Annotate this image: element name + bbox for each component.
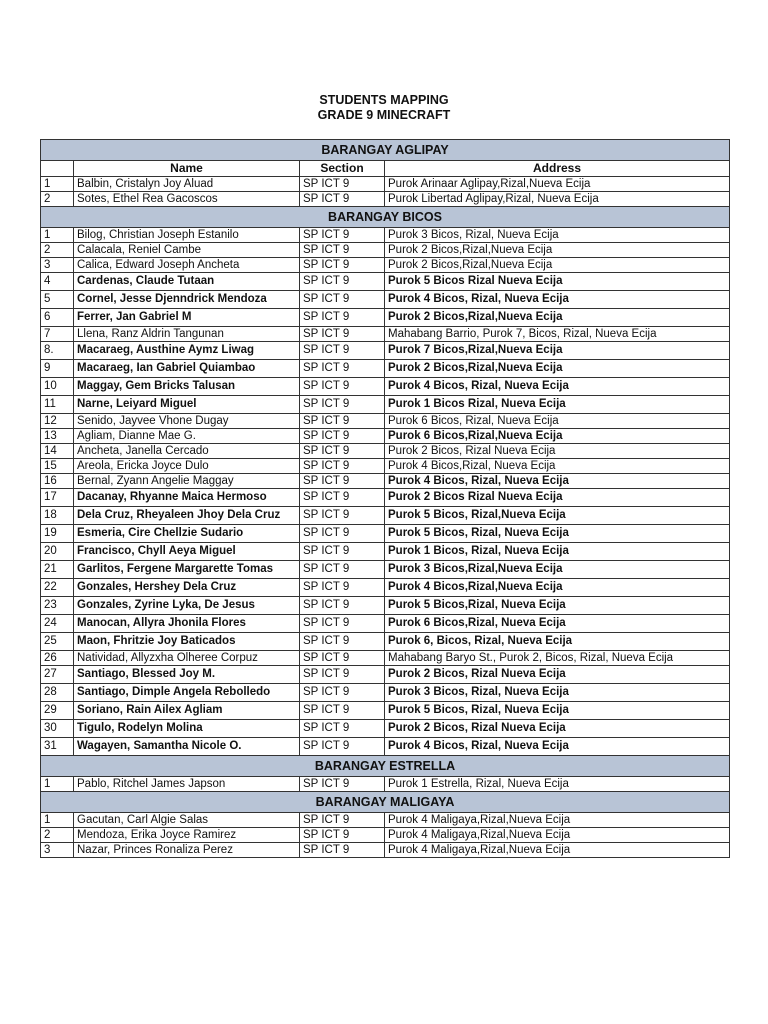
row-number: 1 [41, 813, 74, 828]
barangay-name: BARANGAY AGLIPAY [41, 140, 730, 161]
student-section: SP ICT 9 [300, 474, 385, 489]
student-section: SP ICT 9 [300, 192, 385, 207]
student-section: SP ICT 9 [300, 243, 385, 258]
student-section: SP ICT 9 [300, 507, 385, 525]
row-number: 13 [41, 429, 74, 444]
student-name: Francisco, Chyll Aeya Miguel [74, 543, 300, 561]
student-name: Calica, Edward Joseph Ancheta [74, 258, 300, 273]
table-row [41, 291, 730, 309]
student-section: SP ICT 9 [300, 396, 385, 414]
barangay-header-row [41, 792, 730, 813]
student-section: SP ICT 9 [300, 777, 385, 792]
student-address: Purok 4 Maligaya,Rizal,Nueva Ecija [385, 843, 730, 858]
table-row [41, 615, 730, 633]
row-number: 19 [41, 525, 74, 543]
students-mapping-table [40, 139, 730, 858]
student-section: SP ICT 9 [300, 414, 385, 429]
row-number: 24 [41, 615, 74, 633]
row-number: 4 [41, 273, 74, 291]
student-address: Purok Libertad Aglipay,Rizal, Nueva Ecija [385, 192, 730, 207]
student-section: SP ICT 9 [300, 360, 385, 378]
row-number: 11 [41, 396, 74, 414]
student-address: Purok 6 Bicos, Rizal, Nueva Ecija [385, 414, 730, 429]
student-name: Garlitos, Fergene Margarette Tomas [74, 561, 300, 579]
row-number: 14 [41, 444, 74, 459]
row-number: 17 [41, 489, 74, 507]
row-number: 20 [41, 543, 74, 561]
student-name: Tigulo, Rodelyn Molina [74, 720, 300, 738]
student-section: SP ICT 9 [300, 813, 385, 828]
student-address: Purok 5 Bicos,Rizal, Nueva Ecija [385, 597, 730, 615]
student-name: Manocan, Allyra Jhonila Flores [74, 615, 300, 633]
row-number: 3 [41, 843, 74, 858]
table-row [41, 342, 730, 360]
column-header-section: Section [300, 161, 385, 177]
row-number: 12 [41, 414, 74, 429]
row-number: 26 [41, 651, 74, 666]
table-row [41, 720, 730, 738]
row-number: 2 [41, 828, 74, 843]
student-section: SP ICT 9 [300, 561, 385, 579]
student-name: Agliam, Dianne Mae G. [74, 429, 300, 444]
student-section: SP ICT 9 [300, 459, 385, 474]
student-section: SP ICT 9 [300, 258, 385, 273]
column-header-row [41, 161, 730, 177]
student-section: SP ICT 9 [300, 684, 385, 702]
student-address: Purok 4 Maligaya,Rizal,Nueva Ecija [385, 813, 730, 828]
student-name: Calacala, Reniel Cambe [74, 243, 300, 258]
student-section: SP ICT 9 [300, 579, 385, 597]
table-row [41, 243, 730, 258]
student-address: Purok 6 Bicos,Rizal, Nueva Ecija [385, 615, 730, 633]
table-row [41, 777, 730, 792]
row-number: 18 [41, 507, 74, 525]
column-header-name: Name [74, 161, 300, 177]
row-number: 1 [41, 228, 74, 243]
table-row [41, 684, 730, 702]
table-row [41, 459, 730, 474]
column-header-no [41, 161, 74, 177]
row-number: 6 [41, 309, 74, 327]
table-row [41, 843, 730, 858]
student-address: Purok 5 Bicos, Rizal, Nueva Ecija [385, 702, 730, 720]
table-row [41, 327, 730, 342]
student-section: SP ICT 9 [300, 633, 385, 651]
student-section: SP ICT 9 [300, 444, 385, 459]
table-row [41, 579, 730, 597]
student-name: Nazar, Princes Ronaliza Perez [74, 843, 300, 858]
table-body [41, 140, 730, 858]
student-name: Cornel, Jesse Djenndrick Mendoza [74, 291, 300, 309]
row-number: 21 [41, 561, 74, 579]
student-name: Soriano, Rain Ailex Agliam [74, 702, 300, 720]
column-header-address: Address [385, 161, 730, 177]
student-name: Mendoza, Erika Joyce Ramirez [74, 828, 300, 843]
student-section: SP ICT 9 [300, 228, 385, 243]
table-row [41, 561, 730, 579]
student-address: Purok 2 Bicos,Rizal,Nueva Ecija [385, 243, 730, 258]
student-name: Narne, Leiyard Miguel [74, 396, 300, 414]
table-row [41, 444, 730, 459]
table-row [41, 177, 730, 192]
row-number: 2 [41, 243, 74, 258]
row-number: 27 [41, 666, 74, 684]
student-name: Macaraeg, Austhine Aymz Liwag [74, 342, 300, 360]
student-name: Esmeria, Cire Chellzie Sudario [74, 525, 300, 543]
student-address: Purok 4 Bicos, Rizal, Nueva Ecija [385, 291, 730, 309]
student-name: Dela Cruz, Rheyaleen Jhoy Dela Cruz [74, 507, 300, 525]
student-section: SP ICT 9 [300, 342, 385, 360]
student-address: Purok 6, Bicos, Rizal, Nueva Ecija [385, 633, 730, 651]
row-number: 31 [41, 738, 74, 756]
student-address: Purok 3 Bicos,Rizal,Nueva Ecija [385, 561, 730, 579]
student-name: Gonzales, Zyrine Lyka, De Jesus [74, 597, 300, 615]
row-number: 29 [41, 702, 74, 720]
row-number: 2 [41, 192, 74, 207]
student-section: SP ICT 9 [300, 615, 385, 633]
student-name: Ferrer, Jan Gabriel M [74, 309, 300, 327]
student-address: Purok 4 Bicos,Rizal, Nueva Ecija [385, 459, 730, 474]
student-name: Areola, Ericka Joyce Dulo [74, 459, 300, 474]
student-name: Senido, Jayvee Vhone Dugay [74, 414, 300, 429]
student-address: Purok 1 Bicos Rizal, Nueva Ecija [385, 396, 730, 414]
student-section: SP ICT 9 [300, 273, 385, 291]
student-name: Santiago, Dimple Angela Rebolledo [74, 684, 300, 702]
student-name: Bernal, Zyann Angelie Maggay [74, 474, 300, 489]
student-address: Purok 2 Bicos,Rizal,Nueva Ecija [385, 309, 730, 327]
student-name: Macaraeg, Ian Gabriel Quiambao [74, 360, 300, 378]
student-name: Gacutan, Carl Algie Salas [74, 813, 300, 828]
table-row [41, 429, 730, 444]
student-section: SP ICT 9 [300, 702, 385, 720]
student-name: Cardenas, Claude Tutaan [74, 273, 300, 291]
barangay-header-row [41, 207, 730, 228]
student-name: Llena, Ranz Aldrin Tangunan [74, 327, 300, 342]
student-name: Sotes, Ethel Rea Gacoscos [74, 192, 300, 207]
table-row [41, 543, 730, 561]
student-section: SP ICT 9 [300, 291, 385, 309]
student-name: Bilog, Christian Joseph Estanilo [74, 228, 300, 243]
student-section: SP ICT 9 [300, 543, 385, 561]
student-section: SP ICT 9 [300, 597, 385, 615]
student-address: Purok 4 Bicos, Rizal, Nueva Ecija [385, 378, 730, 396]
student-name: Dacanay, Rhyanne Maica Hermoso [74, 489, 300, 507]
table-row [41, 813, 730, 828]
table-row [41, 396, 730, 414]
student-section: SP ICT 9 [300, 525, 385, 543]
student-name: Maggay, Gem Bricks Talusan [74, 378, 300, 396]
row-number: 23 [41, 597, 74, 615]
table-row [41, 309, 730, 327]
table-row [41, 828, 730, 843]
row-number: 8. [41, 342, 74, 360]
student-address: Purok 2 Bicos, Rizal Nueva Ecija [385, 444, 730, 459]
table-row [41, 378, 730, 396]
table-row [41, 360, 730, 378]
student-name: Pablo, Ritchel James Japson [74, 777, 300, 792]
row-number: 15 [41, 459, 74, 474]
row-number: 1 [41, 777, 74, 792]
student-address: Mahabang Baryo St., Purok 2, Bicos, Rizal, Nueva Ecija [385, 651, 730, 666]
table-row [41, 702, 730, 720]
student-name: Santiago, Blessed Joy M. [74, 666, 300, 684]
student-address: Purok 2 Bicos,Rizal,Nueva Ecija [385, 360, 730, 378]
row-number: 5 [41, 291, 74, 309]
student-section: SP ICT 9 [300, 843, 385, 858]
student-address: Purok 3 Bicos, Rizal, Nueva Ecija [385, 684, 730, 702]
row-number: 28 [41, 684, 74, 702]
student-name: Gonzales, Hershey Dela Cruz [74, 579, 300, 597]
row-number: 22 [41, 579, 74, 597]
student-address: Purok 2 Bicos Rizal Nueva Ecija [385, 489, 730, 507]
student-section: SP ICT 9 [300, 828, 385, 843]
student-section: SP ICT 9 [300, 651, 385, 666]
student-address: Purok 5 Bicos, Rizal, Nueva Ecija [385, 525, 730, 543]
student-name: Balbin, Cristalyn Joy Aluad [74, 177, 300, 192]
student-address: Purok 4 Maligaya,Rizal,Nueva Ecija [385, 828, 730, 843]
student-address: Purok 2 Bicos, Rizal Nueva Ecija [385, 720, 730, 738]
table-row [41, 666, 730, 684]
table-row [41, 651, 730, 666]
student-section: SP ICT 9 [300, 429, 385, 444]
table-row [41, 597, 730, 615]
row-number: 3 [41, 258, 74, 273]
row-number: 7 [41, 327, 74, 342]
student-section: SP ICT 9 [300, 666, 385, 684]
row-number: 9 [41, 360, 74, 378]
table-row [41, 525, 730, 543]
table-row [41, 192, 730, 207]
student-address: Purok 1 Estrella, Rizal, Nueva Ecija [385, 777, 730, 792]
row-number: 30 [41, 720, 74, 738]
student-section: SP ICT 9 [300, 738, 385, 756]
student-address: Purok 5 Bicos Rizal Nueva Ecija [385, 273, 730, 291]
table-row [41, 258, 730, 273]
student-address: Purok 4 Bicos, Rizal, Nueva Ecija [385, 474, 730, 489]
barangay-name: BARANGAY BICOS [41, 207, 730, 228]
student-section: SP ICT 9 [300, 309, 385, 327]
table-row [41, 489, 730, 507]
table-row [41, 738, 730, 756]
student-address: Purok 5 Bicos, Rizal,Nueva Ecija [385, 507, 730, 525]
barangay-header-row [41, 140, 730, 161]
barangay-name: BARANGAY MALIGAYA [41, 792, 730, 813]
student-section: SP ICT 9 [300, 720, 385, 738]
student-section: SP ICT 9 [300, 489, 385, 507]
student-address: Purok 4 Bicos, Rizal, Nueva Ecija [385, 738, 730, 756]
student-address: Purok 4 Bicos,Rizal,Nueva Ecija [385, 579, 730, 597]
student-name: Natividad, Allyzxha Olheree Corpuz [74, 651, 300, 666]
student-address: Purok 1 Bicos, Rizal, Nueva Ecija [385, 543, 730, 561]
student-name: Maon, Fhritzie Joy Baticados [74, 633, 300, 651]
student-section: SP ICT 9 [300, 177, 385, 192]
student-address: Purok 2 Bicos, Rizal Nueva Ecija [385, 666, 730, 684]
document-subtitle: GRADE 9 MINECRAFT [317, 108, 451, 122]
student-name: Wagayen, Samantha Nicole O. [74, 738, 300, 756]
student-address: Purok 2 Bicos,Rizal,Nueva Ecija [385, 258, 730, 273]
document-title: STUDENTS MAPPING [319, 93, 449, 107]
barangay-name: BARANGAY ESTRELLA [41, 756, 730, 777]
row-number: 25 [41, 633, 74, 651]
table-row [41, 507, 730, 525]
student-address: Mahabang Barrio, Purok 7, Bicos, Rizal, Nueva Ecija [385, 327, 730, 342]
row-number: 1 [41, 177, 74, 192]
student-section: SP ICT 9 [300, 327, 385, 342]
student-address: Purok 3 Bicos, Rizal, Nueva Ecija [385, 228, 730, 243]
table-row [41, 228, 730, 243]
row-number: 10 [41, 378, 74, 396]
student-section: SP ICT 9 [300, 378, 385, 396]
table-row [41, 474, 730, 489]
table-row [41, 414, 730, 429]
student-name: Ancheta, Janella Cercado [74, 444, 300, 459]
student-address: Purok Arinaar Aglipay,Rizal,Nueva Ecija [385, 177, 730, 192]
student-address: Purok 7 Bicos,Rizal,Nueva Ecija [385, 342, 730, 360]
barangay-header-row [41, 756, 730, 777]
table-row [41, 633, 730, 651]
student-address: Purok 6 Bicos,Rizal,Nueva Ecija [385, 429, 730, 444]
table-row [41, 273, 730, 291]
row-number: 16 [41, 474, 74, 489]
